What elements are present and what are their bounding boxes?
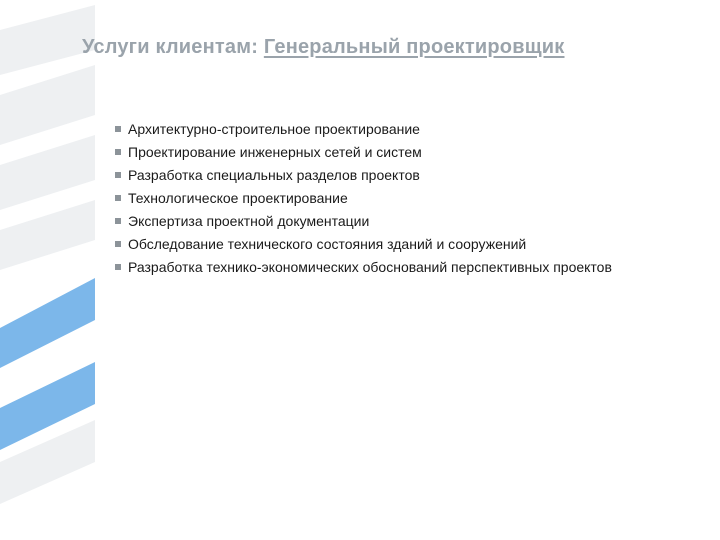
list-item	[112, 191, 672, 206]
list-item-text: Архитектурно-строительное проектирование	[128, 121, 420, 137]
stripe-light	[0, 5, 95, 75]
square-bullet-icon	[115, 126, 121, 132]
list-item	[112, 168, 672, 183]
list-item-text: Технологическое проектирование	[128, 190, 348, 206]
stripe-accent	[0, 278, 95, 368]
list-item	[112, 237, 672, 252]
square-bullet-icon	[115, 218, 121, 224]
decorative-stripes	[0, 0, 100, 540]
list-item-text: Экспертиза проектной документации	[128, 213, 370, 229]
list-item-text: Разработка специальных разделов проектов	[128, 167, 420, 183]
list-item	[112, 260, 672, 275]
list-item-text: Проектирование инженерных сетей и систем	[128, 144, 422, 160]
stripe-light	[0, 65, 95, 145]
square-bullet-icon	[115, 195, 121, 201]
service-list	[112, 122, 672, 283]
slide-title	[82, 36, 565, 59]
list-item-text: Разработка технико-экономических обоснований перспективных проектов	[128, 259, 612, 275]
square-bullet-icon	[115, 241, 121, 247]
list-item	[112, 214, 672, 229]
stripe-light	[0, 135, 95, 210]
list-item	[112, 145, 672, 160]
square-bullet-icon	[115, 264, 121, 270]
title-prefix: Услуги клиентам:	[82, 36, 264, 58]
title-highlight: Генеральный проектировщик	[263, 36, 565, 58]
list-item	[112, 122, 672, 137]
square-bullet-icon	[115, 172, 121, 178]
list-item-text: Обследование технического состояния зданий и сооружений	[128, 236, 527, 252]
stripe-light	[0, 200, 95, 270]
square-bullet-icon	[115, 149, 121, 155]
